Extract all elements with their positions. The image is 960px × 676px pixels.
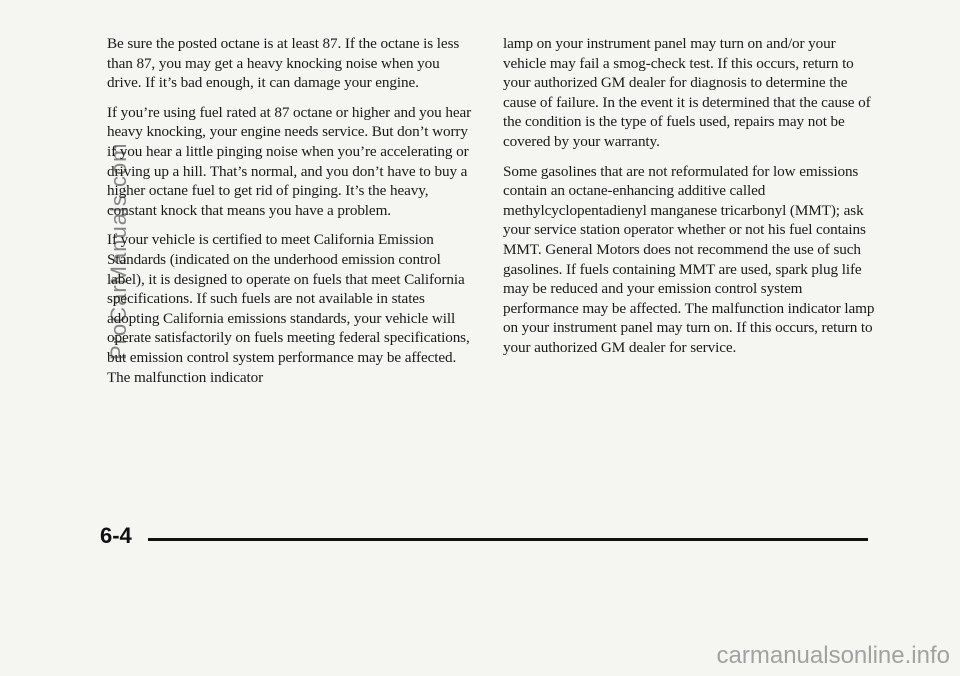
left-column: [107, 34, 477, 397]
right-column: [503, 34, 875, 368]
page-number: 6-4: [100, 523, 132, 548]
paragraph-malfunction-lamp: lamp on your instrument panel may turn on and/or your vehicle may fail a smog-check test. If this occurs, return to your authorized GM dealer for diagnosis to determine the cause of failure. In the event it is determined that the cause of the condition is the type of fuels used, repairs may not be covered by your warranty.: [503, 35, 871, 150]
paragraph-knocking: If you’re using fuel rated at 87 octane or higher and you hear heavy knocking, your engine needs service. But don’t worry if you hear a little pinging noise when you’re accelerating or driving up a hill. That’s normal, and you don’t have to buy a higher octane fuel to get rid of pinging. It’s the heavy, constant knock that means you have a problem.: [107, 103, 472, 219]
paragraph-mmt: Some gasolines that are not reformulated for low emissions contain an octane-enhancing additive called methylcyclopentadienyl manganese tricarbonyl (MMT); ask your service station operator whether or not his fuel contains MMT. General Motors does not recommend the use of such gasolines. If fuels containing MMT are used, spark plug life may be reduced and your emission control system performance may be affected. The malfunction indicator lamp on your instrument panel may turn on. If this occurs, return to your authorized GM dealer for service.: [503, 162, 875, 356]
footer-rule: [148, 538, 868, 541]
watermark-bottom: carmanualsonline.info: [716, 642, 950, 669]
paragraph-octane-minimum: Be sure the posted octane is at least 87. If the octane is less than 87, you may get a heavy knocking noise when you drive. If it’s bad enough, it can damage your engine.: [107, 35, 460, 92]
paragraph-california-standards: If your vehicle is certified to meet California Emission Standards (indicated on the underhood emission control label), it is designed to operate on fuels that meet California specifications. If such fuels are not available in states adopting California emissions standards, your vehicle will operate satisfactorily on fuels meeting federal specifications, but emission control system performance may be affected. The malfunction indicator: [107, 231, 470, 386]
watermark-vertical: ProCarManuals.com: [106, 142, 131, 360]
